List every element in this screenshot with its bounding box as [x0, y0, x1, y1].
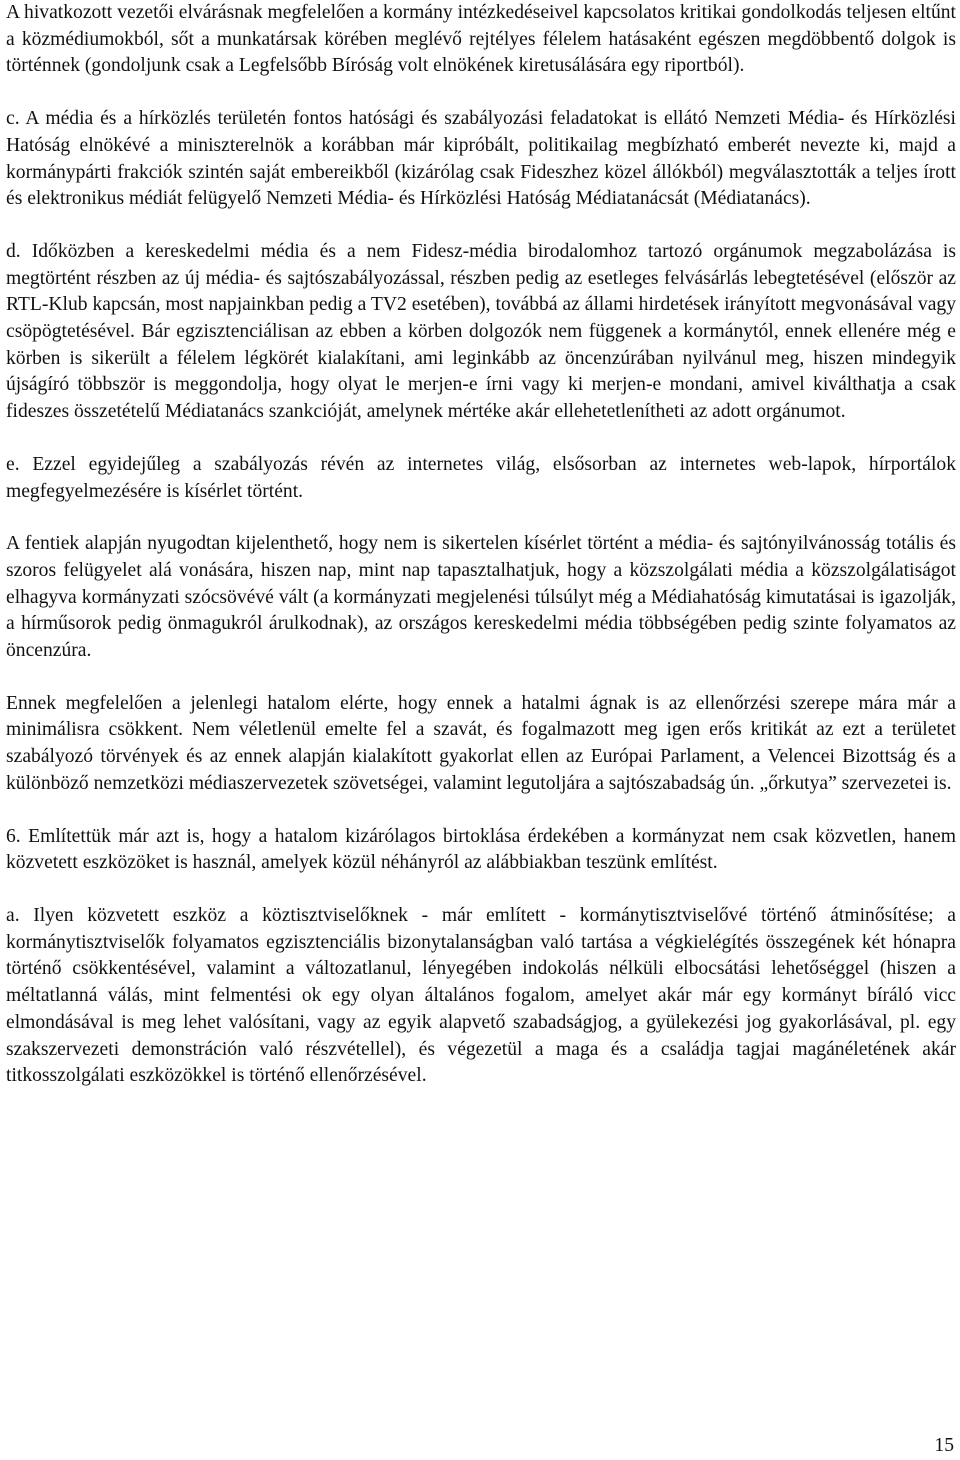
paragraph-control-role: Ennek megfelelően a jelenlegi hatalom elérte, hogy ennek a hatalmi ágnak is az ellenőrzési szerepe mára már a minimálisra csökkent. Nem véletlenül emelte fel a szavát, és fogalmazott meg igen erős kritikát az ezt a területet szabályozó törvények és az ennek alapján kialakított gyakorlat ellen az Európai Parlament, a Velencei Bizottság és a különböző nemzetközi médiaszervezetek szövetségei, valamint legutoljára a sajtószabadság ún. „őrkutya” szervezetei is.	[6, 692, 956, 794]
paragraph-summary: A fentiek alapján nyugodtan kijelenthető, hogy nem is sikertelen kísérlet történt a média- és sajtónyilvánosság totális és szoros felügyelet alá vonására, hiszen nap, mint nap tapasztalhatjuk, hogy a közszolgálati média a közszolgálatiságot elhagyva kormányzati szócsövévé vált (a kormányzati megjelenési túlsúlyt még a Médiahatóság kimutatásai is igazolják, a hírműsorok pedig önmagukról árulkodnak), az országos kereskedelmi média többségében pedig szinte folyamatos az öncenzúra.	[6, 533, 956, 662]
paragraph-d: d. Időközben a kereskedelmi média és a nem Fidesz-média birodalomhoz tartozó orgánumok megzabolázása is megtörtént részben az új média- és sajtószabályozással, részben pedig az esetleges felvásárlás lebegtetésével (először az RTL-Klub kapcsán, most napjainkban pedig a TV2 esetében), továbbá az állami hirdetések irányított megvonásával vagy csöpögtetésével. Bár egzisztenciálisan az ebben a körben dolgozók nem függenek a kormánytól, ennek ellenére még e körben is sikerült a félelem légkörét kialakítani, ami leginkább az öncenzúrában nyilvánul meg, hiszen mindegyik újságíró többször is meggondolja, hogy olyat le merjen-e írni vagy ki merjen-e mondani, amivel kiválthatja a csak fideszes összetételű Médiatanács szankcióját, amelynek mértéke akár ellehetetlenítheti az adott orgánumot.	[6, 240, 956, 423]
paragraph-e: e. Ezzel egyidejűleg a szabályozás révén az internetes világ, elsősorban az internetes web-lapok, hírportálok megfegyelmezésére is kísérlet történt.	[6, 453, 956, 502]
page-number: 15	[934, 1435, 954, 1456]
paragraph-6a: a. Ilyen közvetett eszköz a köztisztviselőknek - már említett - kormánytisztviselővé történő átminősítése; a kormánytisztviselők folyamatos egzisztenciális bizonytalanságban való tartása a végkielégítés összegének két hónapra történő csökkentésével, valamint a változatlanul, lényegében indokolás nélküli elbocsátási lehetőséggel (hiszen a méltatlanná válás, mint felmentési ok egy olyan általános fogalom, amelyet akár már egy kormányt bíráló vicc elmondásával is meg lehet valósítani, vagy az egyik alapvető szabadságjog, a gyülekezési jog gyakorlásával, pl. egy szakszervezeti demonstráción való részvétellel), és végezetül a maga és a családja tagjai magánéletének akár titkosszolgálati eszközökkel is történő ellenőrzésével.	[6, 904, 956, 1087]
paragraph-intro: A hivatkozott vezetői elvárásnak megfelelően a kormány intézkedéseivel kapcsolatos kritikai gondolkodás teljesen eltűnt a közmédiumokból, sőt a munkatársak körében meglévő rejtélyes félelem hatásaként egészen megdöbbentő dolgok is történnek (gondoljunk csak a Legfelsőbb Bíróság volt elnökének kiretusálására egy riportból).	[6, 2, 956, 77]
paragraph-c: c. A média és a hírközlés területén fontos hatósági és szabályozási feladatokat is ellátó Nemzeti Média- és Hírközlési Hatóság elnökévé a miniszterelnök a korábban már kipróbált, politikailag megbízható emberét nevezte ki, majd a kormánypárti frakciók szintén saját embereikből (kizárólag csak Fideszhez közel állókból) megválasztották a teljes írott és elektronikus médiát felügyelő Nemzeti Média- és Hírközlési Hatóság Médiatanácsát (Médiatanács).	[6, 108, 956, 210]
document-page	[6, 0, 956, 1116]
paragraph-6: 6. Említettük már azt is, hogy a hatalom kizárólagos birtoklása érdekében a kormányzat nem csak közvetlen, hanem közvetett eszközöket is használ, amelyek közül néhányról az alábbiakban teszünk említést.	[6, 825, 956, 874]
